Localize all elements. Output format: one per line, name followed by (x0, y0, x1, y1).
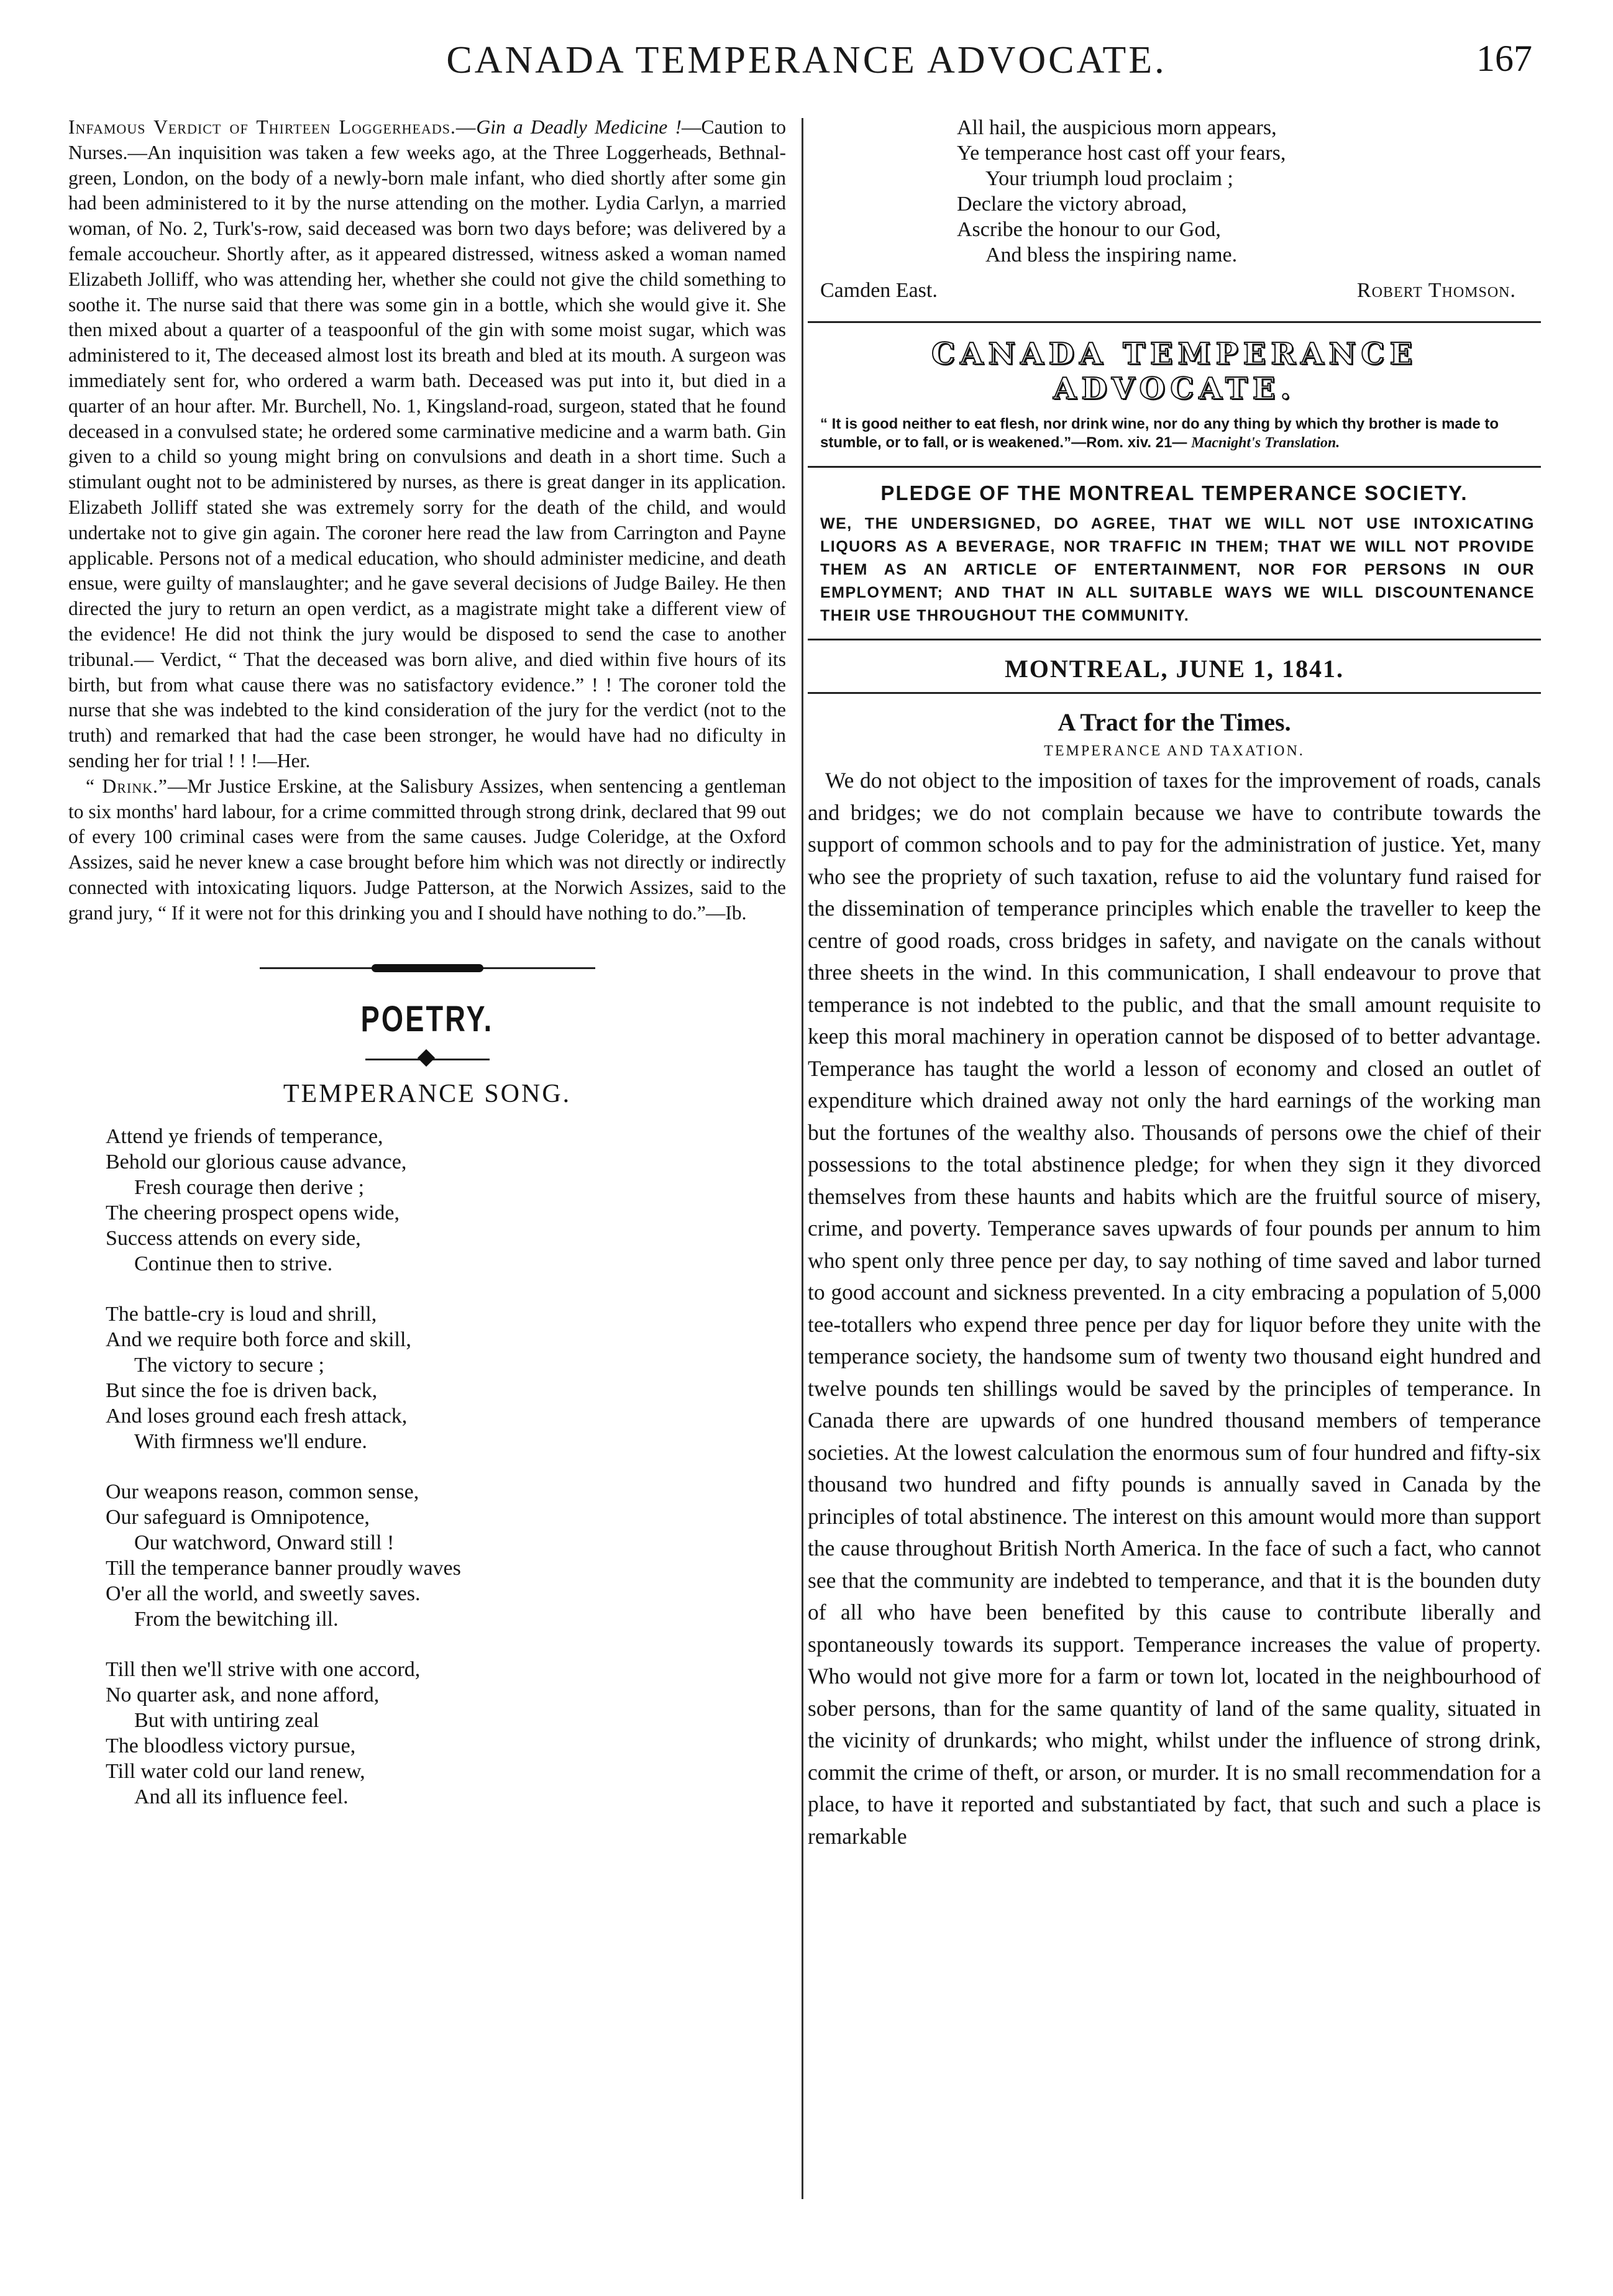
poetry-heading: POETRY. (360, 998, 494, 1039)
verse-line: But with untiring zeal (134, 1708, 319, 1732)
rule (808, 692, 1541, 694)
pledge-text: WE, THE UNDERSIGNED, DO AGREE, THAT WE WILL NOT USE INTOXICATING LIQUORS AS A BEVERAGE, NOR TRAFFIC IN THEM; THAT WE WILL NOT PROVIDE THEM AS AN ARTICLE OF ENTERTAINMENT, NOR FOR PERSONS IN OUR EMPLOYMENT; AND THAT IN ALL SUITABLE WAYS WE WILL DISCOUNTENANCE THEIR USE THROUGHOUT THE COMMUNITY. (820, 515, 1535, 624)
article-lead: Infamous Verdict of Thirteen Loggerheads.— (68, 116, 477, 138)
verse-line: Fresh courage then derive ; (134, 1175, 365, 1199)
tract-subtitle: TEMPERANCE AND TAXATION. (1044, 743, 1305, 759)
stanza-1 (106, 1124, 786, 1277)
verse-line: Behold our glorious cause advance, (106, 1150, 407, 1173)
rule (808, 321, 1541, 323)
rule (808, 639, 1541, 640)
motto (820, 415, 1541, 452)
poem-place: Camden East. (820, 279, 938, 302)
poem-title: TEMPERANCE SONG. (283, 1079, 572, 1108)
article-infamous-verdict (68, 115, 786, 774)
verse-line: Success attends on every side, (106, 1226, 361, 1250)
verse-line: Attend ye friends of temperance, (106, 1124, 383, 1148)
verse-line: Ye temperance host cast off your fears, (957, 142, 1286, 165)
verse-line: The victory to secure ; (134, 1353, 324, 1377)
article-body: —Mr Justice Erskine, at the Salisbury Assizes, when sentencing a gentleman to six months' hard labour, for a crime committed through strong drink, declared that 99 out of every 100 criminal cases were from the same causes. Judge Coleridge, at the Oxford Assizes, said he never knew a case brought before him which was not directly or indirectly connected with intoxicating liquors. Judge Patterson, at the Norwich Assizes, said to the grand jury, “ If it were not for this drinking you and I should have nothing to do.”—Ib. (68, 775, 786, 924)
motto-text: “ It is good neither to eat flesh, nor drink wine, nor do any thing by which thy brother is made to stumble, or to fall, or is weakened.”—Rom. xiv. 21— (820, 416, 1499, 451)
verse-line: And we require both force and skill, (106, 1328, 411, 1351)
stanza-3 (106, 1479, 786, 1632)
stanza-2 (106, 1301, 786, 1454)
verse-line: No quarter ask, and none afford, (106, 1683, 380, 1706)
verse-line: Till water cold our land renew, (106, 1759, 365, 1783)
verse-line: From the bewitching ill. (134, 1607, 339, 1631)
page-number: 167 (1476, 38, 1532, 79)
pledge-heading: PLEDGE OF THE MONTREAL TEMPERANCE SOCIETY. (880, 481, 1468, 504)
verse-line: But since the foe is driven back, (106, 1378, 378, 1402)
column-divider (802, 118, 803, 2199)
right-column (808, 115, 1541, 1852)
stanza-5 (957, 115, 1541, 268)
article-lead-italic: Gin a Deadly Medicine ! (476, 116, 682, 138)
verse-line: All hail, the auspicious morn appears, (957, 116, 1277, 139)
verse-line: Your triumph loud proclaim ; (985, 167, 1233, 190)
verse-line: The cheering prospect opens wide, (106, 1201, 400, 1224)
running-title: CANADA TEMPERANCE ADVOCATE. (446, 39, 1167, 81)
stanza-4 (106, 1657, 786, 1810)
verse-line: Our safeguard is Omnipotence, (106, 1505, 370, 1529)
poem-signature (820, 279, 1516, 303)
verse-line: Our watchword, Onward still ! (134, 1531, 395, 1554)
left-column (68, 115, 786, 1834)
diamond-rule (365, 1059, 490, 1060)
tract-body: We do not object to the imposition of taxes for the improvement of roads, canals and bridges; we do not complain because we have to contribute towards the support of common schools and to pay for the administration of justice. Yet, many who see the propriety of such taxation, refuse to aid the voluntary fund raised for the dissemination of temperance principles which enable the traveller to keep the centre of good roads, cross bridges in safety, and navigate on the canals without three sheets in the wind. In this communication, I shall endeavour to prove that temperance is not indebted to the public, and that the small amount requisite to keep this moral machinery in operation cannot be disposed of to better advantage. Temperance has taught the world a lesson of economy and closed an outlet of expenditure which drained away not only the hard earnings of the working man but the fortunes of the wealthy also. Thousands of persons owe the chief of their possessions to the total abstinence pledge; for when they sign it they divorced themselves from these haunts and habits which are the fruitful source of misery, crime, and poverty. Temperance saves upwards of four pounds per annum to him who spent only three pence per day, to say nothing of time saved and labor turned to good account and sickness prevented. In a city embracing a population of 5,000 tee-totallers who expend three pence per day for liquor before they unite with the temperance society, the handsome sum of twenty two thousand eight hundred and twelve pounds ten shillings would be saved by the principles of temperance. In Canada there are upwards of one hundred thousand members of temperance societies. At the lowest calculation the enormous sum of four hundred and fifty-six thousand two hundred and fifty pounds is annually saved in Canada by the principles of total abstinence. The interest on this amount would more than support the cause throughout British North America. In the face of such a fact, who cannot see that the community are indebted to temperance, and that it is the bounden duty of all who have been benefited by this cause to contribute liberally and spontaneously towards its support. Temperance increases the value of property. Who would not give more for a farm or town lot, located in the neighbourhood of sober persons, than for the same quantity of land of the same quality, situated in the vicinity of drunkards; who might, whilst under the influence of strong drink, commit the crime of theft, or arson, or murder. It is no small recommendation for a place, to have it reported and substantiated by fact, that such and such a place is remarkable (808, 768, 1541, 1849)
verse-line: And bless the inspiring name. (985, 244, 1238, 266)
verse-line: Till the temperance banner proudly waves (106, 1556, 461, 1580)
tract-title: A Tract for the Times. (1058, 708, 1291, 736)
motto-source: Macnight's Translation. (1191, 435, 1340, 451)
masthead: CANADA TEMPERANCE ADVOCATE. (931, 337, 1418, 406)
verse-line: Till then we'll strive with one accord, (106, 1657, 421, 1681)
rule (808, 466, 1541, 468)
verse-line: Declare the victory abroad, (957, 193, 1187, 216)
verse-line: And all its influence feel. (134, 1785, 349, 1808)
poem-author: Robert Thomson. (1356, 279, 1516, 302)
dateline: MONTREAL, JUNE 1, 1841. (1004, 655, 1345, 683)
verse-line: And loses ground each fresh attack, (106, 1404, 408, 1428)
verse-line: With firmness we'll endure. (134, 1429, 367, 1453)
verse-line: Our weapons reason, common sense, (106, 1480, 419, 1503)
verse-line: Continue then to strive. (134, 1252, 333, 1275)
article-lead: “ Drink.” (86, 775, 168, 797)
article-body: —Caution to Nurses.—An inquisition was taken a few weeks ago, at the Three Loggerheads, Bethnal-green, London, on the body of a newly-born male infant, who died shortly after some gin had been administered to it by the nurse attending on the mother. Lydia Carlyn, a married woman, of No. 2, Turk's-row, said deceased was born two days before; was delivered by a female accoucheur. Shortly after, as it appeared distressed, witness asked a woman named Elizabeth Jolliff, who was attending her, whether she could not give the child something to soothe it. The nurse said that there was some gin in a bottle, which she would give it. She then mixed about a quarter of a teaspoonful of the gin with some moist sugar, which was administered to it, The deceased almost lost its breath and bled at its mouth. A surgeon was immediately sent for, who ordered a warm bath. Deceased was put into it, but died in a quarter of an hour after. Mr. Burchell, No. 1, Kingsland-road, surgeon, stated that he found deceased in a convulsed state; he ordered some carminative medicine and a warm bath. Gin given to a child so young might bring on convulsions and death in a short time. Such a stimulant ought not to be administered by nurses, as there is great danger in its application. Elizabeth Jolliff stated she was extremely sorry for the death of the child, and would undertake not to give gin again. The coroner here read the law from Carrington and Payne applicable. Persons not of a medical education, who should administer medicine, and death ensue, were guilty of manslaughter; and he gave several decisions of Judge Bailey. He then directed the jury to return an open verdict, as a magistrate might take a different view of the evidence! He did not think the jury would be disposed to send the case to another tribunal.— Verdict, “ That the deceased was born alive, and died within five hours of its birth, but from what cause there was no satisfactory evidence.” ! ! The coroner told the nurse that she was indebted to the kind consideration of the jury for the verdict (not to the truth) and remarked that had the case been stronger, he would have had no dificulty in sending her for trial ! ! !—Her. (68, 116, 786, 772)
article-drink (68, 774, 786, 926)
verse-line: Ascribe the honour to our God, (957, 218, 1221, 241)
verse-line: The battle-cry is loud and shrill, (106, 1302, 377, 1326)
ornamental-rule (260, 964, 595, 973)
verse-line: The bloodless victory pursue, (106, 1734, 356, 1757)
verse-line: O'er all the world, and sweetly saves. (106, 1582, 421, 1605)
